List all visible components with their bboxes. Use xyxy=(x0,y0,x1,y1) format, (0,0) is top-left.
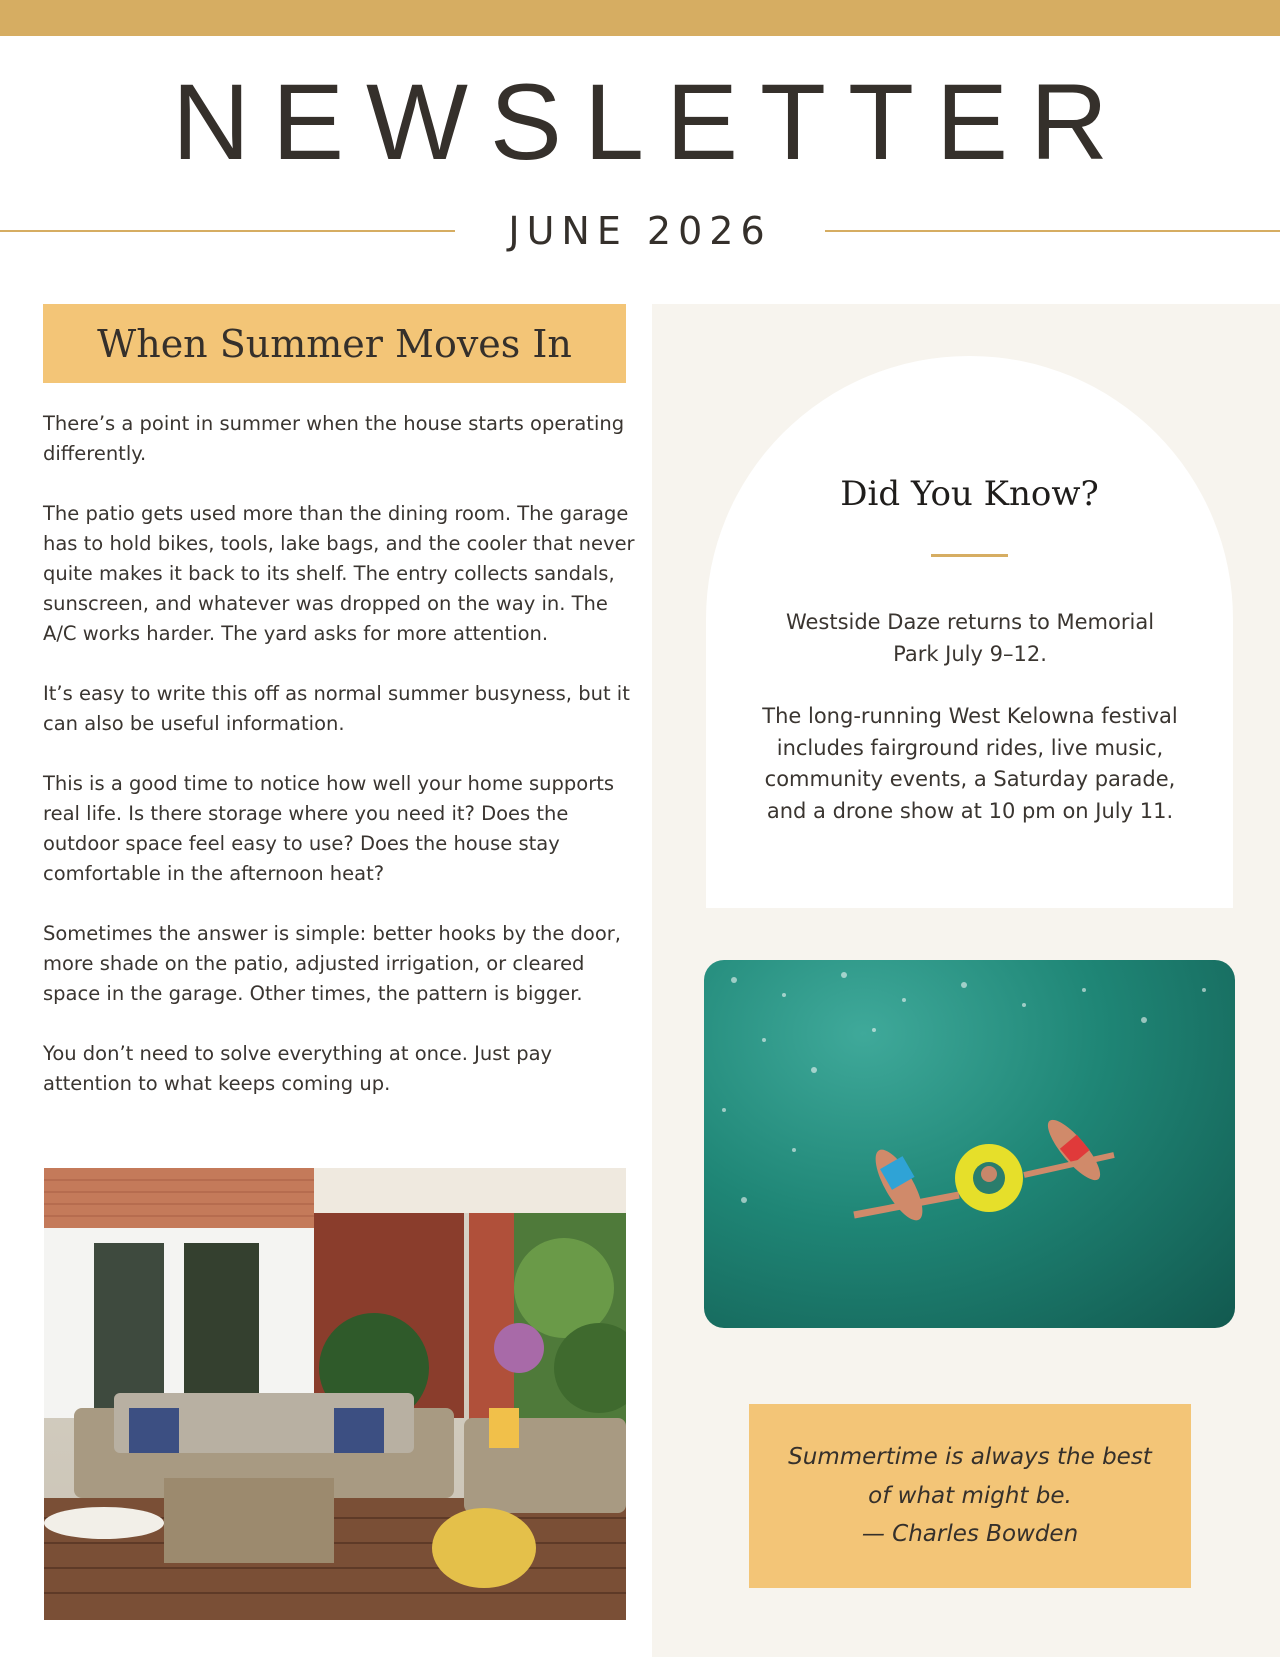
swimmers-illustration xyxy=(704,960,1235,1328)
issue-date: JUNE 2026 xyxy=(508,209,772,253)
did-you-know-paragraph: The long-running West Kelowna festival includes fairground rides, live music, community events, a Saturday parade, and a drone show at 10 pm on July 11. xyxy=(762,704,1178,823)
article-headline: When Summer Moves In xyxy=(97,321,572,366)
did-you-know-divider xyxy=(931,554,1008,557)
quote-line-2: of what might be. xyxy=(868,1482,1072,1509)
article-paragraph: You don’t need to solve everything at once. Just pay attention to what keeps coming up. xyxy=(43,1042,553,1095)
quote-line-1: Summertime is always the best xyxy=(788,1444,1152,1471)
did-you-know-paragraph: Westside Daze returns to Memorial Park July 9–12. xyxy=(785,610,1155,666)
quote-box xyxy=(749,1404,1191,1588)
article-paragraph: This is a good time to notice how well your home supports real life. Is there storage where you need it? Does the outdoor space feel easy to use? Does the house stay comfortable in the afternoon heat? xyxy=(43,772,615,885)
issue-date-row xyxy=(0,206,1280,256)
article-paragraph: Sometimes the answer is simple: better hooks by the door, more shade on the patio, adjusted irrigation, or cleared space in the garage. Other times, the pattern is bigger. xyxy=(43,922,621,1005)
did-you-know-title: Did You Know? xyxy=(840,474,1099,514)
quote-text xyxy=(788,1438,1152,1554)
article-paragraph: There’s a point in summer when the house starts operating differently. xyxy=(43,412,625,465)
swimmers-photo xyxy=(704,960,1235,1328)
article-body xyxy=(43,409,643,1129)
article-headline-box xyxy=(43,304,626,383)
date-divider-left xyxy=(0,230,455,232)
date-divider-right xyxy=(825,230,1280,232)
quote-author: — Charles Bowden xyxy=(861,1521,1079,1548)
top-accent-band xyxy=(0,0,1280,36)
did-you-know-body xyxy=(760,607,1180,858)
newsletter-title: NEWSLETTER xyxy=(171,61,1131,182)
article-paragraph: It’s easy to write this off as normal summer busyness, but it can also be useful information. xyxy=(43,682,630,735)
article-paragraph: The patio gets used more than the dining room. The garage has to hold bikes, tools, lake bags, and the cooler that never quite makes it back to its shelf. The entry collects sandals, sunscreen, and whatever was dropped on the way in. The A/C works harder. The yard asks for more attention. xyxy=(43,502,635,645)
patio-photo xyxy=(44,1168,626,1620)
patio-illustration xyxy=(44,1168,626,1620)
